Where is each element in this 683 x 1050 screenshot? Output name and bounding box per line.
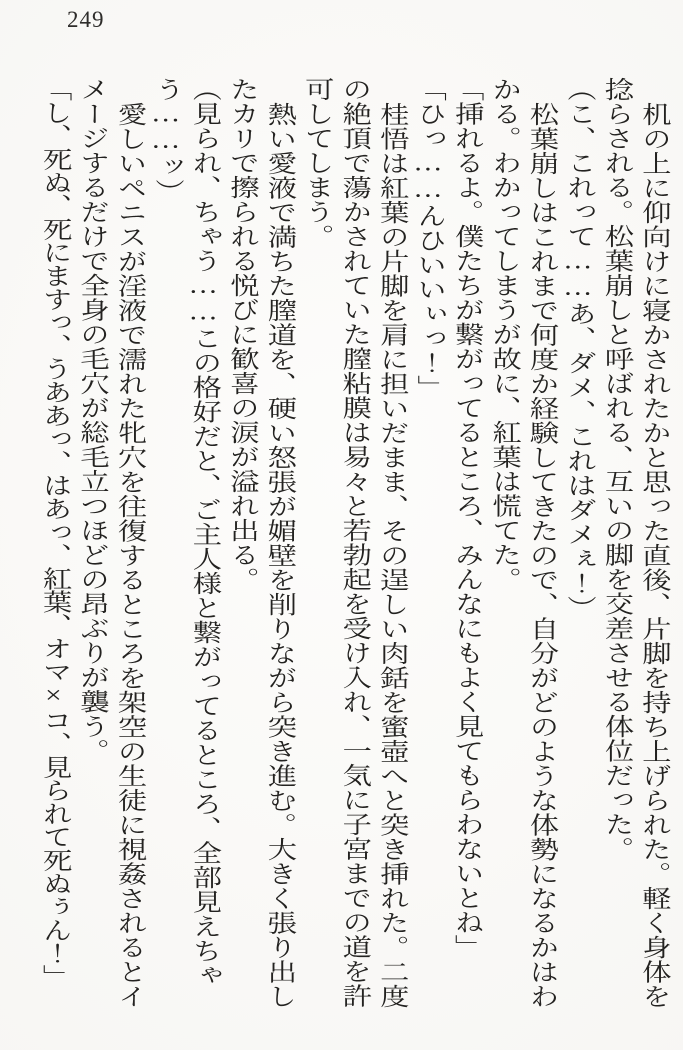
paragraph-narration: 熱い愛液で満ちた膣道を、硬い怒張が媚壁を削りながら突き進む。大きく張り出したカリで擦られる悦びに歓喜の涙が溢れ出る。 [224,77,294,1008]
paragraph-dialogue: 「し、死ぬ、死にますっ、うああっ、はあっ、紅葉、オマ×コ、見られて死ぬぅん！」 [37,77,70,988]
paragraph-thought: （こ、これって……あ、ダメ、これはダメぇ！） [561,77,594,620]
paragraph-dialogue: 「ひっ……んひいいぃっ！」 [412,77,444,400]
body-text-block [34,77,671,1012]
page-number: 249 [67,7,105,32]
paragraph-narration: 机の上に仰向けに寝かされたかと思った直後、片脚を持ち上げられた。軽く身体を捻らされる。松葉崩しと呼ばれる、互いの脚を交差させる体位だった。 [599,77,669,1008]
paragraph-narration: 松葉崩しはこれまで何度か経験してきたので、自分がどのような体勢になるかはわかる。わかってしまうが故に、紅葉は慌てた。 [487,77,557,1008]
paragraph-narration: 愛しいペニスが淫液で濡れた牝穴を往復するところを架空の生徒に視姦されるとイメージするだけで全身の毛穴が総毛立つほどの昂ぶりが襲う。 [74,77,145,1008]
paragraph-thought: （見られ、ちゃう……この格好だと、ご主人様と繋がってるところ、全部見えちゃう……ッ） [149,77,220,988]
paragraph-dialogue: 「挿れるよ。僕たちが繋がってるところ、みんなにもよく見てもらわないとね」 [449,77,482,959]
paragraph-narration: 桂悟は紅葉の片脚を肩に担いだまま、その逞しい肉銛を蜜壺へと突き挿れた。二度の絶頂で蕩かされていた膣粘膜は易々と若勃起を受け入れ、一気に子宮までの道を許可してしまう。 [299,77,407,1008]
